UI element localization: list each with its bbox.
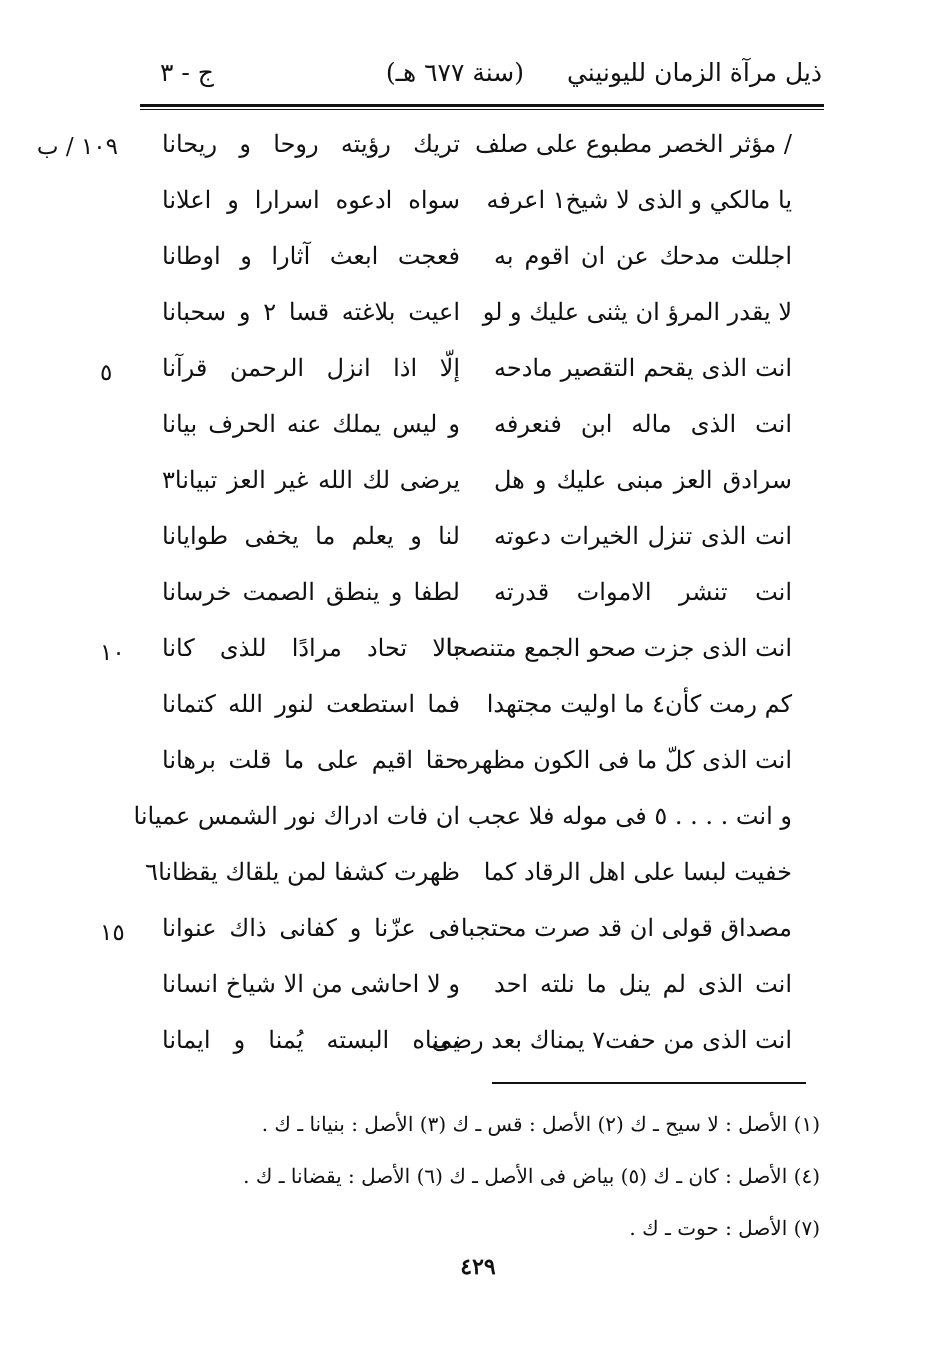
page-number: ٤٢٩ xyxy=(460,1254,496,1280)
verse-second-hemistich: لطفا و ينطق الصمت خرسانا xyxy=(162,578,460,606)
verse-first-hemistich: سرادق العز مبنى عليك و هل xyxy=(494,466,792,494)
verse-line xyxy=(0,178,950,234)
verse-line xyxy=(0,850,950,906)
verse-line xyxy=(0,906,950,962)
verse-line xyxy=(0,290,950,346)
header-divider xyxy=(140,104,824,110)
verse-first-hemistich: انت الذى جزت صحو الجمع متنصحا xyxy=(445,634,792,662)
footnote-line: (١) الأصل : لا سيح ـ ك (٢) الأصل : قس ـ ك (٣) الأصل : بنيانا ـ ك . xyxy=(261,1112,820,1136)
verse-second-hemistich: لنا و يعلم ما يخفى طوايانا xyxy=(162,522,460,550)
footnote-line: (٧) الأصل : حوت ـ ك . xyxy=(629,1216,820,1240)
verse-line xyxy=(0,1018,950,1074)
line-number: ١٥ xyxy=(100,920,125,946)
verse-second-hemistich: بالا تحاد مرادًا للذى كانا xyxy=(162,634,460,662)
running-header xyxy=(150,54,822,100)
verse-line xyxy=(0,570,950,626)
verse-first-hemistich: اجللت مدحك عن ان اقوم به xyxy=(494,242,792,270)
verse-second-hemistich: اعيت بلاغته قسا ٢ و سحبانا xyxy=(162,298,461,326)
verse-first-hemistich: لا يقدر المرؤ ان يثنى عليك و لو xyxy=(482,298,792,326)
verse-first-hemistich: مصداق قولى ان قد صرت محتجبا xyxy=(460,914,792,942)
verse-line xyxy=(0,458,950,514)
volume-label: ج - ٣ xyxy=(160,58,214,87)
verse-first-hemistich: يا مالكي و الذى لا شيخ١ اعرفه xyxy=(486,186,792,214)
verse-second-hemistich: ظهرت كشفا لمن يلقاك يقظانا٦ xyxy=(145,858,460,886)
verse-line xyxy=(0,682,950,738)
verse-first-hemistich: انت تنشر الاموات قدرته xyxy=(494,578,792,606)
folio-marker: ١٠٩ / ب xyxy=(36,134,118,160)
verse-line xyxy=(0,738,950,794)
footnote-line: (٤) الأصل : كان ـ ك (٥) بياض فى الأصل ـ ك (٦) الأصل : يقضانا ـ ك . xyxy=(243,1164,820,1188)
verse-second-hemistich: سواه ادعوه اسرارا و اعلانا xyxy=(162,186,460,214)
verse-line xyxy=(0,794,950,850)
verse-first-hemistich: / مؤثر الخصر مطبوع على صلف xyxy=(475,130,792,158)
verse-line xyxy=(0,626,950,682)
verse-line xyxy=(0,122,950,178)
verse-second-hemistich: فما استطعت لنور الله كتمانا xyxy=(162,690,460,718)
verse-second-hemistich: إلّا اذا انزل الرحمن قرآنا xyxy=(162,354,460,382)
footnote-divider xyxy=(492,1082,806,1084)
verse-second-hemistich: ان فات ادراك نور الشمس عميانا xyxy=(133,802,460,830)
verse-second-hemistich: فى عزّنا و كفانى ذاك عنوانا xyxy=(162,914,460,942)
verse-second-hemistich: تريك رؤيته روحا و ريحانا xyxy=(162,130,460,158)
verse-first-hemistich: خفيت لبسا على اهل الرقاد كما xyxy=(483,858,792,886)
verse-first-hemistich: و انت . . . . ٥ فى موله فلا عجب xyxy=(467,802,792,830)
verse-line xyxy=(0,346,950,402)
line-number: ٥ xyxy=(100,360,113,386)
verse-first-hemistich: انت الذى ماله ابن فنعرفه xyxy=(494,410,792,438)
verse-second-hemistich: و لا احاشى من الا شياخ انسانا xyxy=(162,970,460,998)
verse-first-hemistich: انت الذى تنزل الخيرات دعوته xyxy=(494,522,792,550)
verse-first-hemistich: انت الذى من حفت٧ يمناك بعد رضى xyxy=(431,1026,792,1054)
verse-second-hemistich: يمناه البسته يُمنا و ايمانا xyxy=(162,1026,460,1054)
verse-first-hemistich: انت الذى يقحم التقصير مادحه xyxy=(494,354,792,382)
verse-line xyxy=(0,962,950,1018)
verse-first-hemistich: انت الذى لم ينل ما نلته احد xyxy=(494,970,792,998)
year-label: (سنة ٦٧٧ هـ) xyxy=(385,58,524,87)
verse-second-hemistich: فعجت ابعث آثارا و اوطانا xyxy=(162,242,460,270)
verse-second-hemistich: و ليس يملك عنه الحرف بيانا xyxy=(162,410,460,438)
verse-first-hemistich: انت الذى كلّ ما فى الكون مظهره xyxy=(456,746,792,774)
footnotes xyxy=(120,1098,820,1254)
verse-line xyxy=(0,402,950,458)
verse-line xyxy=(0,514,950,570)
verse-first-hemistich: كم رمت كأن٤ ما اوليت مجتهدا xyxy=(486,690,792,718)
verse-line xyxy=(0,234,950,290)
line-number: ١٠ xyxy=(100,640,125,666)
verse-second-hemistich: يرضى لك الله غير العز تبيانا٣ xyxy=(162,466,460,494)
book-title: ذيل مرآة الزمان لليونيني xyxy=(566,58,822,87)
verse-second-hemistich: حقا اقيم على ما قلت برهانا xyxy=(162,746,460,774)
